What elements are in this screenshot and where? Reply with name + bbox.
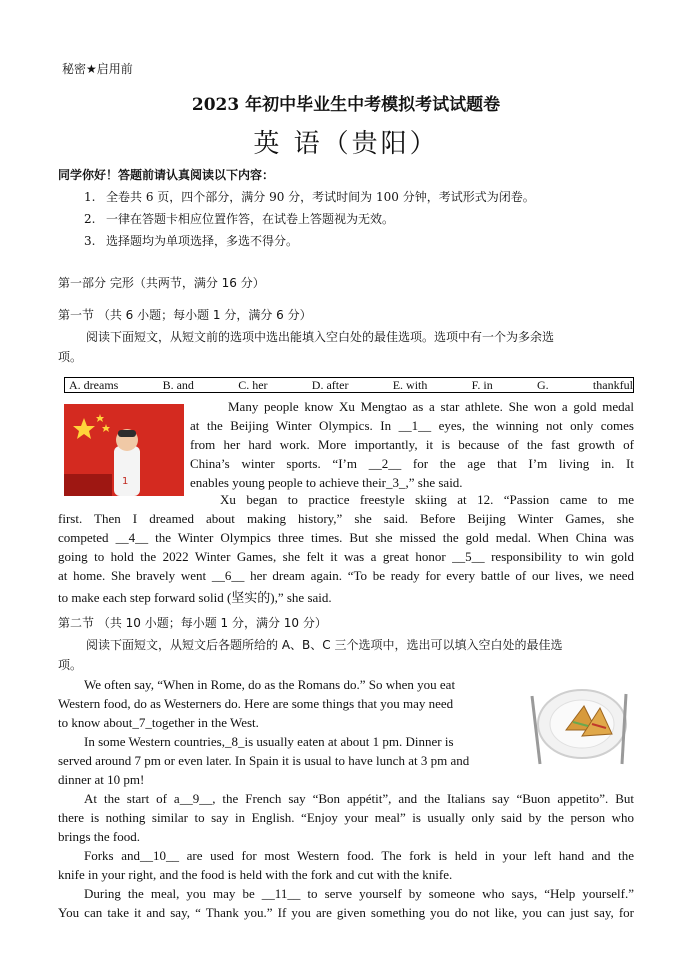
option: B. and — [162, 377, 194, 392]
instruction-line: 项。 — [58, 658, 83, 672]
instruction-line: 阅读下面短文，从短文后各题所给的 A、B、C 三个选项中，选出可以填入空白处的最佳选 — [86, 638, 563, 652]
athlete-photo — [64, 404, 184, 496]
exam-title: 2023 年初中毕业生中考模拟考试试题卷 — [191, 95, 501, 115]
passage-line: You can take it and say, “ Thank you.” If you are given something you do not like, you can just say, for — [58, 905, 634, 920]
passage-line: In some Western countries,_8_is usually eaten at about 1 pm. Dinner is — [84, 734, 454, 749]
option: A. dreams — [69, 377, 119, 392]
subject-title: 英 语（贵阳） — [253, 129, 439, 159]
rule-item — [84, 210, 394, 227]
passage-line: dinner at 10 pm! — [58, 772, 145, 787]
sandwich-plate-image — [526, 678, 630, 774]
section-heading: 第二节 （共 10 小题；每小题 1 分，满分 10 分） — [58, 616, 327, 630]
passage-line: to make each step forward solid (坚实的),” she said. — [58, 590, 332, 605]
passage-line: going to hold the 2022 Winter Games, she felt it was a great honor __5__ responsibility to win gold — [58, 549, 634, 564]
passage-line: to know about_7_together in the West. — [58, 715, 259, 730]
notice-heading: 同学你好！答题前请认真阅读以下内容： — [58, 168, 275, 182]
passage-line: Western food, do as Westerners do. Here are some things that you may need — [58, 696, 454, 711]
option: C. her — [238, 377, 268, 392]
passage-line: enables young people to achieve their_3_,” she said. — [190, 475, 463, 490]
passage-line: Many people know Xu Mengtao as a star athlete. She won a gold medal — [228, 399, 634, 414]
part-heading: 第一部分 完形（共两节，满分 16 分） — [58, 276, 265, 290]
passage-line: at home. She bravely went __6__ her dream again. “To be ready for every battle of our lives, we need — [58, 568, 634, 583]
passage-line: Forks and__10__ are used for most Western food. The fork is held in your left hand and the — [84, 848, 634, 863]
rule-number: 3. — [84, 234, 96, 248]
passage-line: first. Then I dreamed about making history,” she said. Before Beijing Winter Games, she — [58, 511, 634, 526]
option: D. after — [311, 377, 349, 392]
confidential-mark: 秘密★启用前 — [62, 62, 133, 76]
rule-item — [84, 188, 535, 205]
passage-line: competed __4__ the Winter Olympics three times. But she missed the gold medal. When China was — [58, 530, 634, 545]
passage-line: At the start of a__9__, the French say “Bon appétit”, and the Italians say “Buon appetito”. But — [84, 791, 634, 806]
passage-line: from her hard work. More importantly, it is because of the fast growth of — [190, 437, 634, 452]
section-instruction — [58, 326, 636, 348]
option: G. — [536, 377, 549, 392]
rule-number: 2. — [84, 212, 96, 226]
passage-line: knife in your right, and the food is held with the fork and cut with the knife. — [58, 867, 453, 882]
passage-line: there is nothing similar to say in English. “Enjoy your meal” is usually only said by the person who — [58, 810, 634, 825]
option: E. with — [392, 377, 428, 392]
passage-line: During the meal, you may be __11__ to serve yourself by someone who says, “Help yourself.” — [84, 886, 634, 901]
rule-text: 一律在答题卡相应位置作答，在试卷上答题视为无效。 — [106, 212, 395, 226]
plate-illustration — [526, 678, 630, 774]
flag-illustration — [64, 404, 184, 496]
passage-line: brings the food. — [58, 829, 140, 844]
rule-number: 1. — [84, 190, 96, 204]
passage-line: at the Beijing Winter Olympics. In __1__ eyes, the winning not only comes — [190, 418, 634, 433]
option: F. in — [471, 377, 493, 392]
passage-line: Xu began to practice freestyle skiing at 12. “Passion came to me — [220, 492, 634, 507]
svg-text:1: 1 — [122, 476, 129, 487]
passage-line: served around 7 pm or even later. In Spain it is usual to have lunch at 3 pm and — [58, 753, 470, 768]
section-heading: 第一节 （共 6 小题；每小题 1 分，满分 6 分） — [58, 308, 312, 322]
rule-text: 全卷共 6 页，四个部分，满分 90 分，考试时间为 100 分钟，考试形式为闭卷。 — [106, 190, 535, 204]
options-box — [64, 377, 634, 393]
instruction-line: 阅读下面短文，从短文前的选项中选出能填入空白处的最佳选项。选项中有一个为多余选 — [86, 330, 555, 344]
instruction-line: 项。 — [58, 350, 83, 364]
option: thankful — [592, 377, 633, 392]
passage-line: China’s winter sports. “I’m __2__ for the age that I’m living in. It — [190, 456, 634, 471]
passage-line: We often say, “When in Rome, do as the Romans do.” So when you eat — [84, 677, 456, 692]
rule-item — [84, 232, 298, 249]
rule-text: 选择题均为单项选择，多选不得分。 — [106, 234, 299, 248]
section-instruction — [58, 634, 636, 656]
